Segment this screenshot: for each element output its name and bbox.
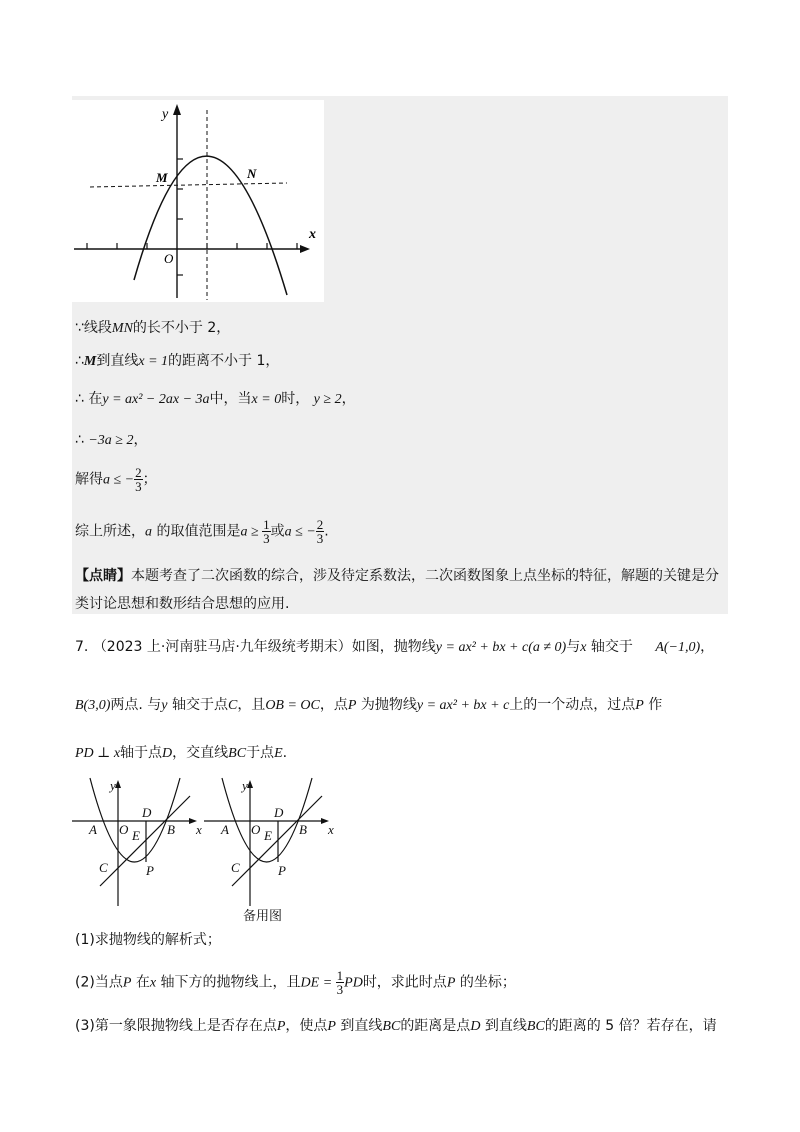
fig-a-x-label: x (196, 822, 202, 837)
origin-label: O (164, 251, 174, 266)
fig-b-y-label: y (242, 778, 248, 793)
fig-b-c-label: C (231, 860, 240, 875)
fig-a-d-label: D (142, 805, 152, 820)
solution-line-2: ∴M到直线x = 1的距离不小于 1， (75, 353, 280, 369)
x-axis-label: x (309, 227, 316, 242)
problem7-line-3: PD ⊥ x轴于点D，交直线BC于点E. (75, 745, 288, 761)
solution-line-4: ∴ −3a ≥ 2， (75, 432, 148, 448)
solution-line-3: ∴ 在y = ax² − 2ax − 3a中，当x = 0时， y ≥ 2， (75, 391, 356, 407)
fraction: $\frac{1}{3}$ (263, 517, 270, 546)
fig-a-e-label: E (132, 828, 140, 843)
point-m-label: M (156, 170, 168, 185)
problem7-line-1: 7. （2023 上·河南驻马店·九年级统考期末）如图，抛物线y = ax² + bx + c(a ≠ 0)与x 轴交于 A(−1,0)， (75, 639, 715, 655)
y-axis-label: y (162, 107, 169, 122)
solution-line-1: ∵线段MN的长不小于 2， (75, 320, 231, 336)
problem7-figure-main (72, 778, 202, 906)
fig-a-p-label: P (146, 863, 154, 878)
fig-a-o-label: O (119, 822, 129, 837)
fig-a-c-label: C (99, 860, 108, 875)
question-2: (2)当点P 在x 轴下方的抛物线上，且DE = $\frac{1}{3}$ PD时，求此时点P 的坐标； (75, 968, 516, 997)
fig-b-d-label: D (274, 805, 284, 820)
fig-b-p-label: P (278, 863, 286, 878)
fig-a-b-label: B (167, 822, 175, 837)
problem7-line-2: B(3,0)两点. 与y 轴交于点C，且OB = OC，点P 为抛物线y = ax² + bx + c上的一个动点，过点P 作 (75, 697, 663, 713)
problem7-figures (72, 776, 342, 916)
figure-caption: 备用图 (243, 909, 283, 924)
fraction: $\frac{2}{3}$ (316, 517, 324, 546)
question-1: (1)求抛物线的解析式； (75, 932, 221, 948)
problem7-figure-spare (204, 778, 334, 906)
solution-line-5: 解得a ≤ − $\frac{2}{3}$ ； (75, 465, 157, 494)
fig-b-a-label: A (221, 822, 229, 837)
fig-b-o-label: O (251, 822, 261, 837)
comment-line-2: 类讨论思想和数形结合思想的应用. (75, 596, 290, 612)
fig-b-x-label: x (328, 822, 334, 837)
fraction: $\frac{1}{3}$ (336, 968, 344, 997)
point-n-label: N (247, 166, 257, 181)
fraction: $\frac{2}{3}$ (135, 465, 142, 494)
fig-a-a-label: A (89, 822, 97, 837)
fig-b-b-label: B (299, 822, 307, 837)
parabola-graph-mn (72, 100, 324, 302)
comment-line-1: 【点睛】本题考查了二次函数的综合，涉及待定系数法，二次函数图象上点坐标的特征，解题的关键是分 (75, 568, 719, 584)
fig-b-e-label: E (264, 828, 272, 843)
fig-a-y-label: y (110, 778, 116, 793)
question-3: (3)第一象限抛物线上是否存在点P，使点P 到直线BC的距离是点D 到直线BC的距离的 5 倍？若存在，请 (75, 1018, 717, 1034)
solution-line-6: 综上所述，a 的取值范围是a ≥ $\frac{1}{3}$ 或a ≤ − $\frac{2}{3}$ . (75, 517, 329, 546)
